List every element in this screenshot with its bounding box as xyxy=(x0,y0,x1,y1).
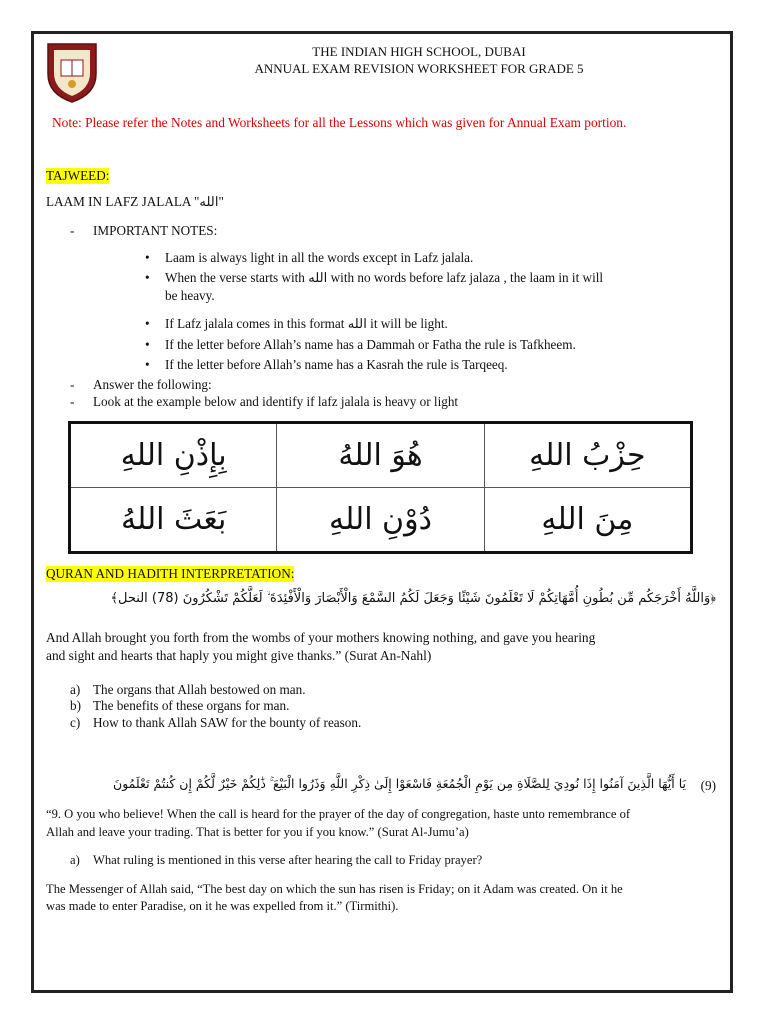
hadith-line1: The Messenger of Allah said, “The best day on which the sun has risen is Friday; on it Adam was created. On it he xyxy=(46,882,623,896)
tajweed-subheading: LAAM IN LAFZ JALALA "الله" xyxy=(46,194,224,209)
notes-label: IMPORTANT NOTES: xyxy=(93,223,218,238)
verse1-arabic: ﴿وَاللَّهُ أَخْرَجَكُم مِّن بُطُونِ أُمَّهَاتِكُمْ لَا تَعْلَمُونَ شَيْئًا وَجَعَلَ لَكُمُ السَّمْعَ وَالْأَبْصَارَ وَالْأَفْئِدَةَ ۙ لَعَلَّكُمْ تَشْكُرُونَ (78) النحل﴾ xyxy=(110,591,716,606)
school-logo xyxy=(40,40,104,104)
question-text: How to thank Allah SAW for the bounty of reason. xyxy=(93,715,362,730)
notes-dash: - xyxy=(70,223,75,238)
verse2-translation-line1: “9. O you who believe! When the call is heard for the prayer of the day of congregation, haste unto remembrance of xyxy=(46,807,631,821)
list-item-continuation: be heavy. xyxy=(165,288,215,303)
verse2-number: (9) xyxy=(700,778,716,793)
dash-item: Look at the example below and identify if lafz jalala is heavy or light xyxy=(93,394,459,409)
question-text: What ruling is mentioned in this verse after hearing the call to Friday prayer? xyxy=(93,853,483,867)
question-text: The benefits of these organs for man. xyxy=(93,698,290,713)
list-item: • Laam is always light in all the words except in Lafz jalala. xyxy=(165,250,473,266)
tajweed-heading: TAJWEED: xyxy=(46,168,110,183)
question-label: c) xyxy=(70,715,81,730)
quran-heading: QURAN AND HADITH INTERPRETATION: xyxy=(46,566,295,581)
table-row xyxy=(70,488,692,553)
list-item: • If the letter before Allah’s name has a Kasrah the rule is Tarqeeq. xyxy=(165,357,508,373)
list-item: • If the letter before Allah’s name has a Dammah or Fatha the rule is Tafkheem. xyxy=(165,337,576,353)
table-cell: بِإِذْنِ اللهِ xyxy=(70,423,277,488)
verse1-translation-line1: And Allah brought you forth from the wombs of your mothers knowing nothing, and gave you hearing xyxy=(46,630,596,645)
table-cell: مِنَ اللهِ xyxy=(484,488,691,553)
question-text: The organs that Allah bestowed on man. xyxy=(93,682,306,697)
list-item: • If Lafz jalala comes in this format الله it will be light. xyxy=(165,316,448,332)
table-cell: حِزْبُ اللهِ xyxy=(484,423,691,488)
question-label: a) xyxy=(70,853,80,867)
worksheet-title: ANNUAL EXAM REVISION WORKSHEET FOR GRADE 5 xyxy=(254,61,584,76)
table-cell: هُوَ اللهُ xyxy=(277,423,484,488)
question-label: a) xyxy=(70,682,81,697)
school-name: THE INDIAN HIGH SCHOOL, DUBAI xyxy=(312,44,526,59)
dash-bullet: - xyxy=(70,377,75,392)
question-label: b) xyxy=(70,698,81,713)
table-cell: دُوْنِ اللهِ xyxy=(277,488,484,553)
note-text: Note: Please refer the Notes and Worksheets for all the Lessons which was given for Annual Exam portion. xyxy=(52,115,627,130)
verse2-arabic: يَا أَيُّهَا الَّذِينَ آمَنُوا إِذَا نُودِيَ لِلصَّلَاةِ مِن يَوْمِ الْجُمُعَةِ فَاسْعَوْا إِلَىٰ ذِكْرِ اللَّهِ وَذَرُوا الْبَيْعَ ۚ ذَٰلِكُمْ خَيْرٌ لَّكُمْ إِن كُنتُمْ تَعْلَمُونَ xyxy=(113,776,686,791)
lafz-jalala-table xyxy=(68,421,693,554)
table-cell: بَعَثَ اللهُ xyxy=(70,488,277,553)
verse2-translation-line2: Allah and leave your trading. That is better for you if you know.” (Surat Al-Jumu’a) xyxy=(46,825,469,839)
hadith-line2: was made to enter Paradise, on it he was expelled from it.” (Tirmithi). xyxy=(46,899,399,913)
verse1-translation-line2: and sight and hearts that haply you might give thanks.” (Surat An-Nahl) xyxy=(46,648,432,663)
table-row xyxy=(70,423,692,488)
list-item: • When the verse starts with الله with no words before lafz jalaza , the laam in it will xyxy=(165,270,603,286)
dash-item: Answer the following: xyxy=(93,377,212,392)
dash-bullet: - xyxy=(70,394,75,409)
